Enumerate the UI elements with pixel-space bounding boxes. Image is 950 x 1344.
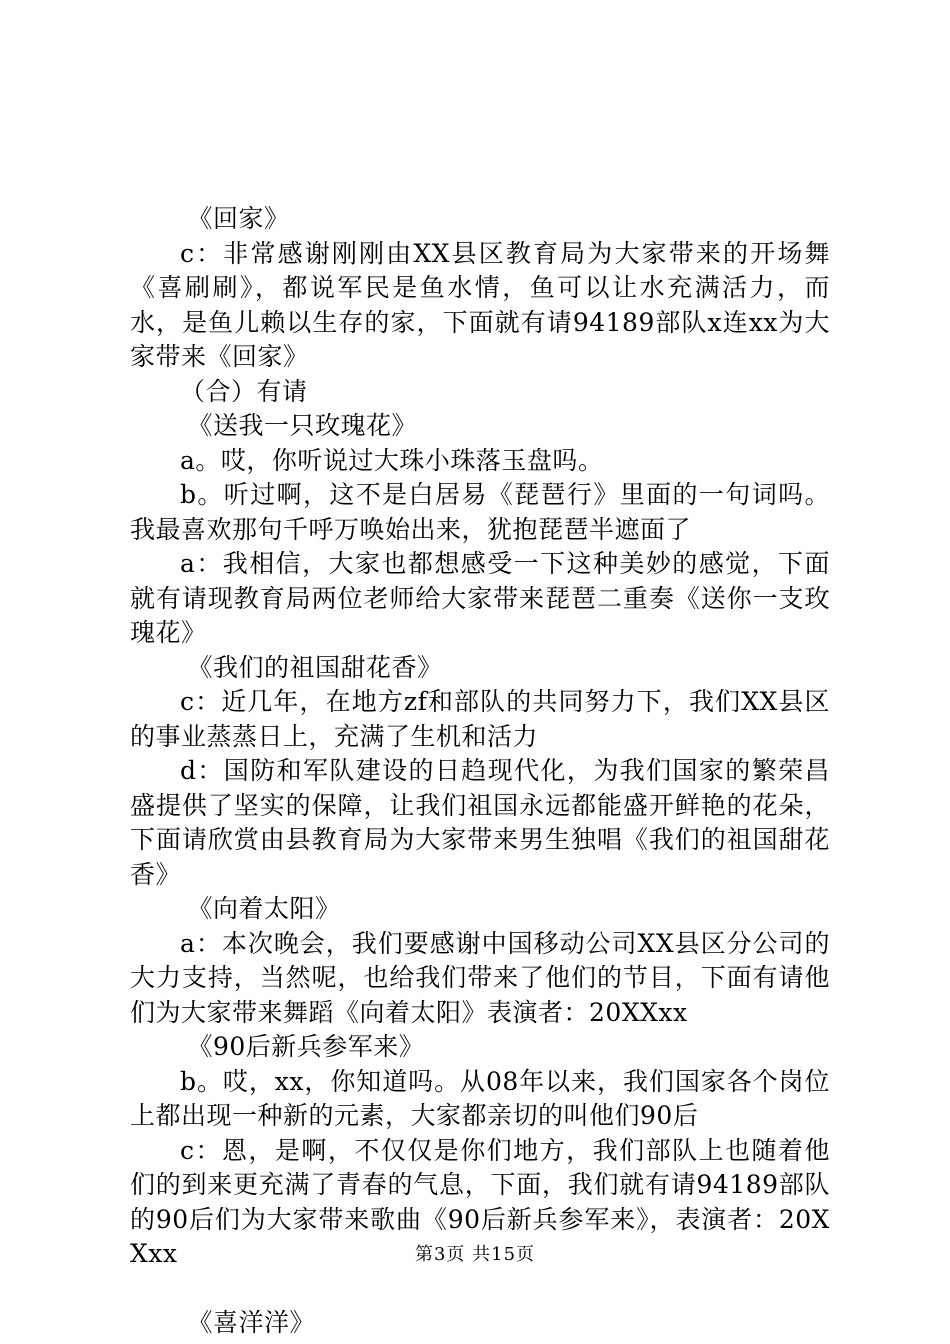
- song-title-huijia: 《回家》: [187, 204, 290, 233]
- song-title-sun: 《向着太阳》: [187, 894, 341, 923]
- song-title-recruits: 《90后新兵参军来》: [187, 1032, 425, 1061]
- dialog-line: b。听过啊，这不是白居易《琵琶行》里面的一句词吗。我最喜欢那句千呼万唤始出来，犹抱琵琶半遮面了: [130, 480, 830, 544]
- song-title-motherland: 《我们的祖国甜花香》: [187, 652, 443, 682]
- page-number-footer: 第3页 共15页: [414, 1244, 536, 1265]
- song-title-xiyangyang: 《喜洋洋》: [187, 1307, 316, 1337]
- dialog-line: c：恩，是啊，不仅仅是你们地方，我们部队上也随着他们的到来更充满了青春的气息，下面，我们就有请94189部队的90后们为大家带来歌曲《90后新兵参军来》，表演者：20XXxx: [130, 1135, 830, 1268]
- song-title-rose: 《送我一只玫瑰花》: [187, 411, 418, 440]
- dialog-line: a：本次晚会，我们要感谢中国移动公司XX县区分公司的大力支持，当然呢，也给我们带来了他们的节目，下面有请他们为大家带来舞蹈《向着太阳》表演者：20XXxx: [130, 928, 830, 1027]
- dialog-line: c：近几年，在地方zf和部队的共同努力下，我们XX县区的事业蒸蒸日上，充满了生机和活力: [130, 687, 830, 751]
- dialog-line: a。哎，你听说过大珠小珠落玉盘吗。: [180, 445, 604, 475]
- dialog-line: （合）有请: [180, 376, 308, 406]
- document-body: [130, 202, 830, 1340]
- dialog-line: b。哎，xx，你知道吗。从08年以来，我们国家各个岗位上都出现一种新的元素，大家都亲切的叫他们90后: [130, 1066, 830, 1130]
- dialog-line: a：我相信，大家也都想感受一下这种美妙的感觉，下面就有请现教育局两位老师给大家带来琵琶二重奏《送你一支玫瑰花》: [130, 549, 830, 647]
- dialog-line: d：国防和军队建设的日趋现代化，为我们国家的繁荣昌盛提供了坚实的保障，让我们祖国永远都能盛开鲜艳的花朵，下面请欣赏由县教育局为大家带来男生独唱《我们的祖国甜花香》: [130, 756, 830, 889]
- dialog-line: c：非常感谢刚刚由XX县区教育局为大家带来的开场舞《喜刷刷》，都说军民是鱼水情，鱼可以让水充满活力，而水，是鱼儿赖以生存的家，下面就有请94189部队x连xx为大家带来《回家》: [130, 238, 830, 371]
